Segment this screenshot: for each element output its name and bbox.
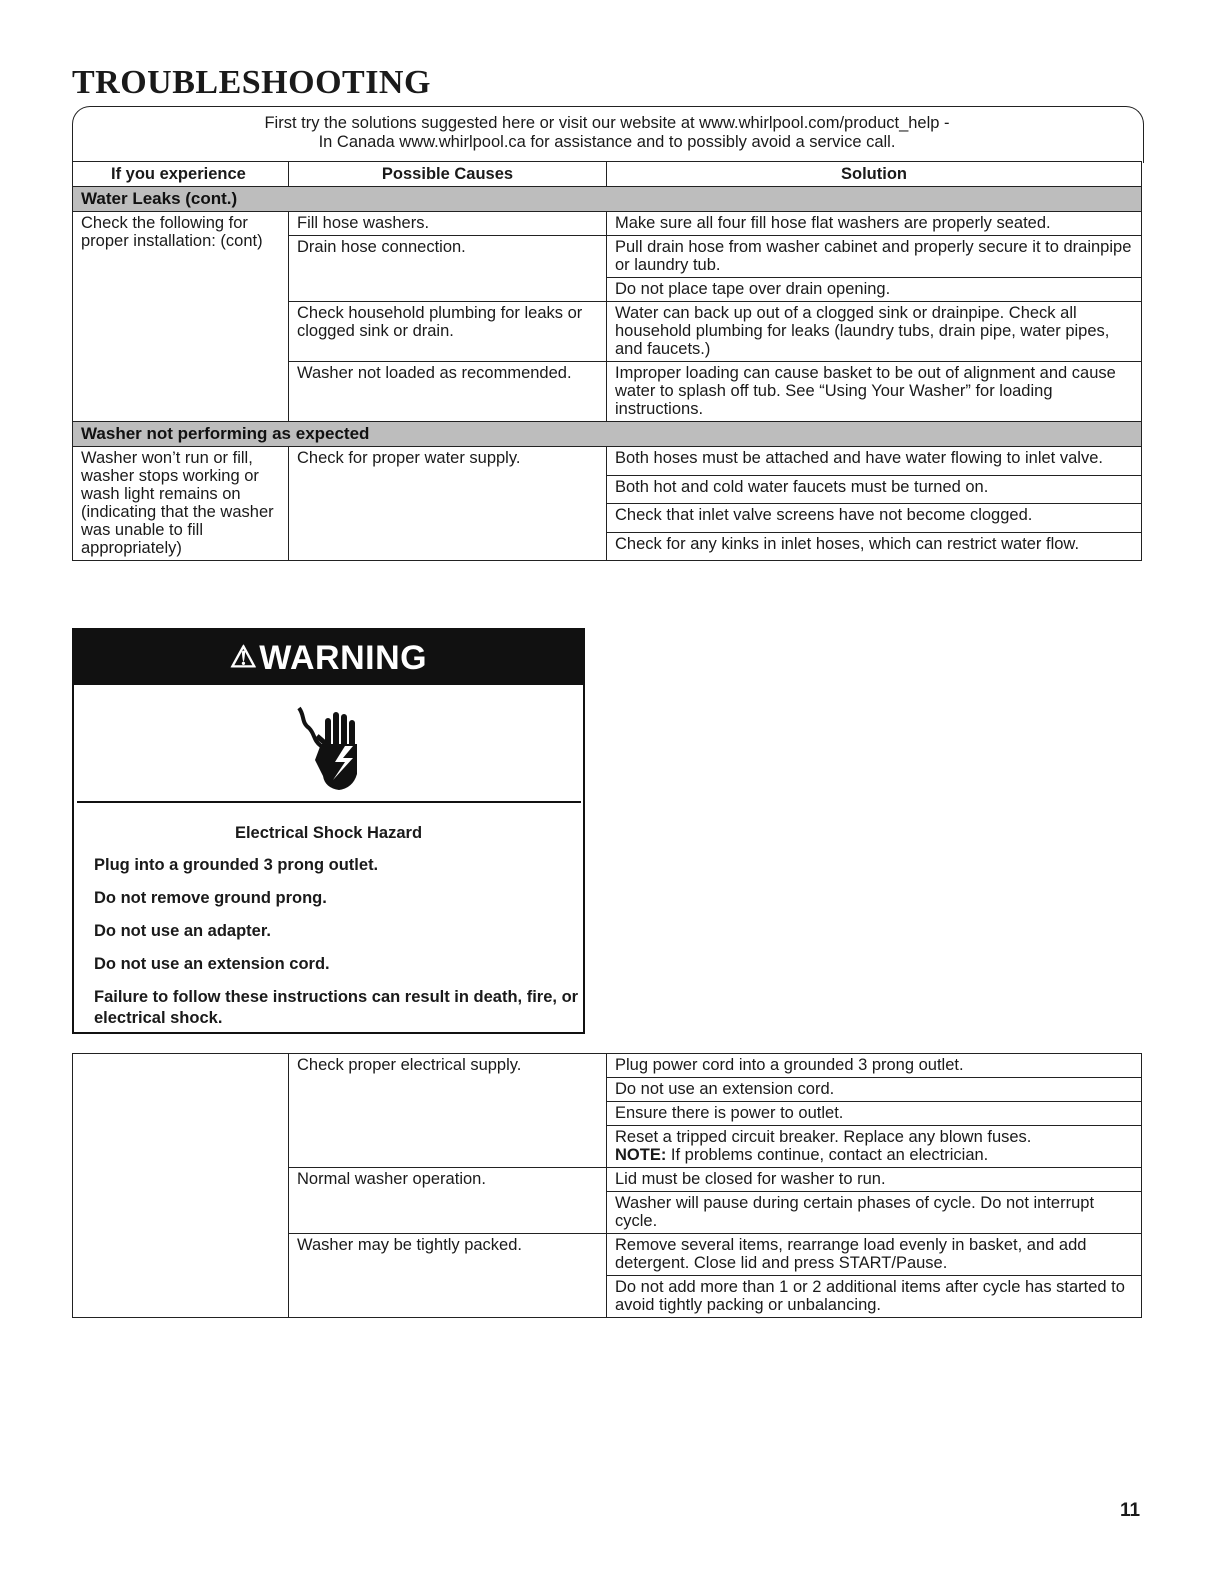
warning-line: Plug into a grounded 3 prong outlet.: [94, 856, 379, 874]
solution-cell: Remove several items, rearrange load evenly in basket, and add detergent. Close lid and press START/Pause.: [607, 1234, 1142, 1276]
solution-cell: Both hot and cold water faucets must be turned on.: [607, 475, 1142, 504]
solution-cell: Pull drain hose from washer cabinet and properly secure it to drainpipe or laundry tub.: [607, 236, 1142, 278]
table-row: [73, 447, 1142, 476]
header-experience: If you experience: [73, 162, 289, 187]
table-row: [73, 1054, 1142, 1078]
troubleshooting-table-continued: [72, 1053, 1142, 1318]
cause-cell: Check household plumbing for leaks or clogged sink or drain.: [289, 302, 607, 362]
solution-cell: Plug power cord into a grounded 3 prong outlet.: [607, 1054, 1142, 1078]
page-title: TROUBLESHOOTING: [72, 64, 431, 101]
warning-body: [74, 802, 583, 1029]
table-header-row: [73, 162, 1142, 187]
warning-line: Failure to follow these instructions can result in death, fire, or electrical shock.: [94, 988, 579, 1027]
section-title-water-leaks: Water Leaks (cont.): [73, 187, 1142, 212]
solution-cell: Both hoses must be attached and have water flowing to inlet valve.: [607, 447, 1142, 476]
electrical-shock-hand-icon: [77, 686, 581, 801]
solution-cell: Make sure all four fill hose flat washers are properly seated.: [607, 212, 1142, 236]
section-row: [73, 187, 1142, 212]
cause-cell: Fill hose washers.: [289, 212, 607, 236]
cause-cell: Check for proper water supply.: [289, 447, 607, 561]
solution-text: Reset a tripped circuit breaker. Replace any blown fuses.: [615, 1128, 1032, 1146]
intro-line-2: In Canada www.whirlpool.ca for assistance and to possibly avoid a service call.: [318, 133, 896, 151]
warning-line: Do not use an adapter.: [94, 922, 271, 940]
section-row: [73, 422, 1142, 447]
table-row: [73, 212, 1142, 236]
solution-cell: Improper loading can cause basket to be out of alignment and cause water to splash off tub. See “Using Your Washer” for loading instructions.: [607, 362, 1142, 422]
warning-line: Do not use an extension cord.: [94, 955, 330, 973]
troubleshooting-table: [72, 161, 1142, 561]
header-causes: Possible Causes: [289, 162, 607, 187]
solution-cell: Do not use an extension cord.: [607, 1078, 1142, 1102]
page-number: 11: [1120, 1500, 1141, 1521]
warning-box: [72, 628, 585, 1034]
note-text: If problems continue, contact an electrician.: [666, 1146, 989, 1164]
cause-cell: Drain hose connection.: [289, 236, 607, 302]
note-label: NOTE:: [615, 1146, 667, 1164]
experience-cell-empty: [73, 1054, 289, 1318]
experience-cell: Check the following for proper installation: (cont): [73, 212, 289, 422]
warning-icon-box: [77, 686, 581, 803]
warning-header: [74, 630, 583, 685]
solution-cell: Water can back up out of a clogged sink or drainpipe. Check all household plumbing for leaks (laundry tubs, drain pipe, water pipes, and faucets.): [607, 302, 1142, 362]
cause-cell: Normal washer operation.: [289, 1168, 607, 1234]
experience-cell: Washer won’t run or fill, washer stops working or wash light remains on (indicating that the washer was unable to fill appropriately): [73, 447, 289, 561]
intro-text: [72, 114, 1142, 152]
warning-triangle-icon: ⚠: [229, 641, 258, 674]
cause-cell: Washer may be tightly packed.: [289, 1234, 607, 1318]
warning-subtitle: Electrical Shock Hazard: [234, 824, 423, 842]
solution-cell: Do not add more than 1 or 2 additional items after cycle has started to avoid tightly packing or unbalancing.: [607, 1276, 1142, 1318]
solution-cell: Lid must be closed for washer to run.: [607, 1168, 1142, 1192]
solution-cell-note: [607, 1126, 1142, 1168]
solution-cell: Check for any kinks in inlet hoses, which can restrict water flow.: [607, 532, 1142, 561]
solution-cell: Washer will pause during certain phases of cycle. Do not interrupt cycle.: [607, 1192, 1142, 1234]
cause-cell: Washer not loaded as recommended.: [289, 362, 607, 422]
warning-line: Do not remove ground prong.: [94, 889, 327, 907]
solution-cell: Do not place tape over drain opening.: [607, 278, 1142, 302]
intro-line-1: First try the solutions suggested here or visit our website at www.whirlpool.com/product_help -: [264, 114, 950, 132]
section-title-not-performing: Washer not performing as expected: [73, 422, 1142, 447]
solution-cell: Check that inlet valve screens have not become clogged.: [607, 504, 1142, 533]
header-solution: Solution: [607, 162, 1142, 187]
cause-cell: Check proper electrical supply.: [289, 1054, 607, 1168]
warning-title: WARNING: [259, 639, 428, 677]
solution-cell: Ensure there is power to outlet.: [607, 1102, 1142, 1126]
